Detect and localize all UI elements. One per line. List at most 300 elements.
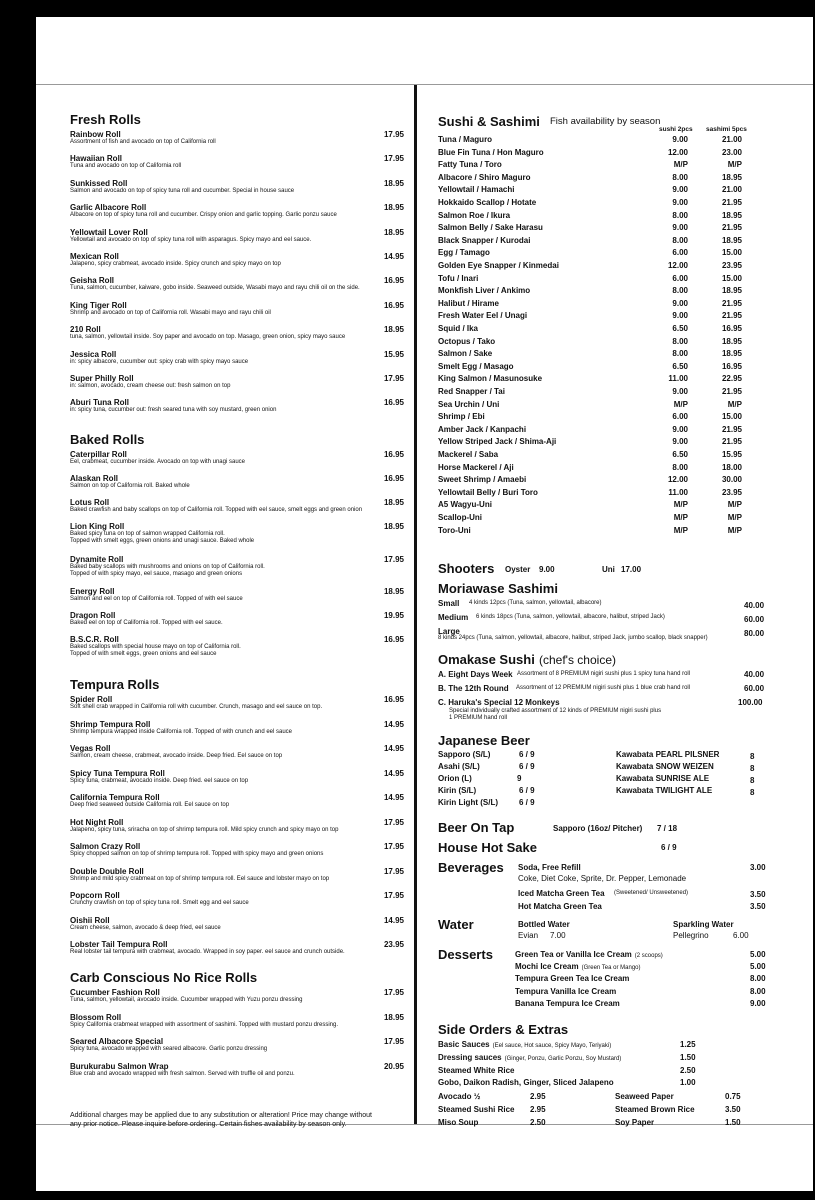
item-price: 17.95 bbox=[383, 817, 404, 827]
iced-matcha-note: (Sweetened/ Unsweetened) bbox=[614, 890, 689, 896]
item-description: Spicy California crabmeat wrapped with assortment of sashimi. Topped with mustard ponzu dressing. bbox=[70, 1021, 339, 1028]
sushi-price: 6.00 bbox=[672, 273, 688, 283]
item-name: Shrimp Tempura Roll bbox=[70, 719, 151, 729]
item-name: Vegas Roll bbox=[70, 744, 111, 753]
item-name: Rainbow Roll bbox=[70, 130, 121, 139]
item-price: 20.95 bbox=[383, 1061, 404, 1071]
item-name: Hot Night Roll bbox=[70, 817, 124, 827]
item-description: Albacore on top of spicy tuna roll and cucumber. Crispy onion and garlic topping. Garlic ponzu sauce bbox=[70, 212, 337, 219]
sashimi-price: M/P bbox=[727, 160, 742, 170]
sushi-price: 6.50 bbox=[672, 450, 688, 459]
menu-item bbox=[70, 940, 410, 956]
menu-item bbox=[70, 555, 410, 578]
sushi-row bbox=[438, 211, 774, 224]
tempura_rolls-heading: Tempura Rolls bbox=[70, 677, 160, 692]
item-price: 14.95 bbox=[383, 793, 404, 802]
item-price: 18.95 bbox=[383, 1012, 404, 1022]
item-description: in: spicy tuna, cucumber out: fresh seared tuna with soy mustard, green onion bbox=[70, 407, 277, 414]
menu-item bbox=[70, 374, 410, 390]
side-name: Soy Paper bbox=[615, 1118, 655, 1127]
side-price: 2.50 bbox=[530, 1118, 546, 1127]
beer-tap-price: 7 / 18 bbox=[657, 824, 678, 833]
item-name: Lobster Tail Tempura Roll bbox=[70, 940, 168, 949]
moriawase-size: Small bbox=[438, 599, 460, 608]
sashimi-price: 22.95 bbox=[721, 374, 742, 384]
moriawase-price: 80.00 bbox=[744, 629, 765, 638]
omakase-name: C. Haruka's Special 12 Monkeys bbox=[438, 698, 560, 707]
side-price: 1.50 bbox=[680, 1052, 696, 1062]
omakase-subheading: (chef's choice) bbox=[539, 653, 616, 667]
item-name: 210 Roll bbox=[70, 325, 101, 335]
beer-name: Kawabata TWILIGHT ALE bbox=[616, 786, 713, 795]
item-description: Topped of with smelt eggs, green onions and eel sauce bbox=[70, 651, 217, 657]
sushi-col-header: sushi 2pcs bbox=[659, 126, 693, 133]
fish-name: Scallop-Uni bbox=[438, 513, 483, 522]
beer-price: 6 / 9 bbox=[519, 762, 535, 771]
item-price: 16.95 bbox=[383, 398, 404, 408]
item-description: tuna, salmon, yellowtail inside. Soy paper and avocado on top. Masago, green onion, spicy mayo sauce bbox=[70, 334, 346, 341]
beer-name: Kawabata SUNRISE ALE bbox=[616, 774, 710, 783]
side-note: (Eel sauce, Hot sauce, Spicy Mayo, Teriyaki) bbox=[492, 1043, 612, 1049]
item-price: 18.95 bbox=[383, 178, 404, 188]
menu-item bbox=[70, 398, 410, 414]
dessert-note: (Green Tea or Mango) bbox=[581, 965, 641, 972]
sushi-row bbox=[438, 248, 774, 261]
uni-price: 17.00 bbox=[621, 565, 642, 574]
side-name: Dressing sauces (Ginger, Ponzu, Garlic Ponzu, Soy Mustard) bbox=[438, 1052, 622, 1062]
sushi-price: 8.00 bbox=[672, 286, 688, 296]
menu-item bbox=[70, 179, 410, 195]
menu-item bbox=[70, 203, 410, 219]
item-description: Shrimp and mild spicy crabmeat on top of shrimp tempura roll. Eel sauce and lobster mayo on top bbox=[70, 875, 330, 882]
sashimi-price: 15.00 bbox=[721, 412, 742, 422]
item-name: Popcorn Roll bbox=[70, 891, 120, 900]
item-price: 17.95 bbox=[383, 130, 404, 139]
menu-item bbox=[70, 1037, 410, 1053]
sashimi-price: 21.95 bbox=[721, 311, 742, 321]
fish-name: Mackerel / Saba bbox=[438, 450, 499, 459]
dessert-name: Tempura Vanilla Ice Cream bbox=[515, 986, 617, 996]
item-name: Sunkissed Roll bbox=[70, 178, 128, 188]
item-name: Spicy Tuna Tempura Roll bbox=[70, 768, 165, 778]
sushi-row bbox=[438, 437, 774, 450]
carb_rolls-heading: Carb Conscious No Rice Rolls bbox=[70, 970, 258, 985]
side-price: 2.50 bbox=[680, 1065, 696, 1075]
menu-item bbox=[70, 228, 410, 244]
fish-name: Amber Jack / Kanpachi bbox=[438, 424, 527, 434]
item-name: Cucumber Fashion Roll bbox=[70, 988, 160, 997]
omakase-heading: Omakase Sushi bbox=[438, 652, 535, 667]
evian-price: 7.00 bbox=[550, 931, 566, 940]
beer-price: 6 / 9 bbox=[519, 750, 535, 759]
side-name: Basic Sauces (Eel sauce, Hot sauce, Spicy Mayo, Teriyaki) bbox=[438, 1040, 612, 1049]
sushi-price: 9.00 bbox=[672, 387, 688, 396]
fish-name: Yellowtail Belly / Buri Toro bbox=[438, 487, 538, 497]
sushi-row bbox=[438, 362, 774, 375]
menu-item bbox=[70, 769, 410, 785]
sashimi-price: 18.95 bbox=[721, 349, 742, 359]
sashimi-price: 21.95 bbox=[721, 387, 742, 396]
sushi-price: 12.00 bbox=[667, 147, 688, 157]
footnote bbox=[70, 1112, 415, 1129]
item-price: 16.95 bbox=[383, 635, 404, 644]
sushi-price: 8.00 bbox=[672, 336, 688, 346]
item-description: Tuna, salmon, cucumber, kaiware, gobo inside. Seaweed outside, Wasabi mayo and rayu chili oil on the side. bbox=[70, 285, 360, 292]
sushi-price: M/P bbox=[673, 500, 688, 510]
item-description: Spicy tuna, avocado wrapped with seared albacore. Garlic ponzu dressing bbox=[70, 1046, 268, 1052]
hot-matcha-name: Hot Matcha Green Tea bbox=[518, 902, 602, 911]
beer-price: 6 / 9 bbox=[519, 798, 535, 807]
fish-name: Golden Eye Snapper / Kinmedai bbox=[438, 261, 559, 270]
item-description: Baked crawfish and baby scallops on top of California roll. Topped with eel sauce, smelt eggs and green onion bbox=[70, 507, 363, 513]
item-price: 17.95 bbox=[383, 988, 404, 997]
item-name: Double Double Roll bbox=[70, 866, 144, 876]
sushi-price: 9.00 bbox=[672, 135, 688, 144]
item-name: Hawaiian Roll bbox=[70, 154, 123, 164]
moriawase-size: Medium bbox=[438, 613, 469, 622]
item-price: 16.95 bbox=[383, 276, 404, 286]
sashimi-price: 23.95 bbox=[721, 261, 742, 270]
soda-name: Soda, Free Refill bbox=[518, 863, 581, 872]
fresh_rolls-heading: Fresh Rolls bbox=[70, 112, 141, 127]
menu-item bbox=[70, 522, 410, 545]
item-price: 17.95 bbox=[383, 1037, 404, 1046]
sushi-price: 9.00 bbox=[672, 185, 688, 195]
menu-item bbox=[70, 1013, 410, 1029]
sushi-price: 9.00 bbox=[672, 198, 688, 207]
sushi-price: M/P bbox=[673, 160, 688, 170]
sushi-price: 6.50 bbox=[672, 361, 688, 371]
fish-name: Black Snapper / Kurodai bbox=[438, 235, 531, 245]
item-price: 17.95 bbox=[383, 842, 404, 851]
menu-item bbox=[70, 695, 410, 711]
fish-name: Fatty Tuna / Toro bbox=[438, 160, 502, 170]
item-description: Blue crab and avocado wrapped with fresh salmon. Served with truffle oil and ponzu. bbox=[70, 1070, 295, 1077]
sushi-row bbox=[438, 488, 774, 501]
sushi-row bbox=[438, 148, 774, 161]
item-name: Salmon Crazy Roll bbox=[70, 842, 141, 851]
top-divider bbox=[36, 84, 813, 85]
item-description: Eel, crabmeat, cucumber inside. Avocado on top with unagi sauce bbox=[70, 459, 245, 465]
item-description: Assortment of fish and avocado on top of California roll bbox=[70, 139, 216, 145]
fish-name: King Salmon / Masunosuke bbox=[438, 374, 543, 384]
beer-price: 6 / 9 bbox=[519, 786, 535, 795]
sushi-price: 8.00 bbox=[672, 235, 688, 245]
sashimi-price: 21.95 bbox=[721, 298, 742, 308]
omakase-name: B. The 12th Round bbox=[438, 684, 509, 693]
item-name: Garlic Albacore Roll bbox=[70, 203, 147, 213]
carb_rolls-section bbox=[70, 970, 410, 1077]
sushi-row bbox=[438, 223, 774, 236]
item-description: Salmon on top of California roll. Baked whole bbox=[70, 483, 190, 489]
soda-price: 3.00 bbox=[750, 863, 766, 872]
sashimi-price: 21.00 bbox=[721, 185, 742, 195]
sashimi-price: 18.95 bbox=[721, 172, 742, 182]
item-description: Shrimp tempura wrapped inside California roll. Topped of with crunch and eel sauce bbox=[70, 728, 293, 735]
footnote-line: Additional charges may be applied due to any substitution or alteration! Price may change without bbox=[70, 1112, 372, 1119]
fish-name: A5 Wagyu-Uni bbox=[438, 500, 492, 510]
sushi-price: 9.00 bbox=[672, 223, 688, 233]
sushi-price: 6.00 bbox=[672, 412, 688, 422]
item-name: King Tiger Roll bbox=[70, 300, 127, 310]
item-description: in: salmon, avocado, cream cheese out: fresh salmon on top bbox=[70, 383, 231, 389]
item-name: Dynamite Roll bbox=[70, 554, 124, 564]
dessert-name: Tempura Green Tea Ice Cream bbox=[515, 974, 630, 984]
item-price: 17.95 bbox=[383, 374, 404, 383]
sashimi-price: 18.95 bbox=[721, 235, 742, 245]
sushi-price: 9.00 bbox=[672, 311, 688, 321]
omakase-price: 60.00 bbox=[744, 684, 765, 693]
item-description: Tuna, salmon, yellowtail, avocado inside. Cucumber wrapped with Yuzu ponzu dressing bbox=[70, 997, 303, 1003]
dessert-price: 8.00 bbox=[750, 974, 766, 984]
sushi-price: 12.00 bbox=[667, 475, 688, 485]
item-description: Yellowtail and avocado on top of spicy tuna roll with asparagus. Spicy mayo and eel sauce. bbox=[70, 236, 312, 243]
sushi-row bbox=[438, 311, 774, 324]
beer-name: Kawabata PEARL PILSNER bbox=[616, 750, 720, 759]
moriawase-price: 40.00 bbox=[744, 601, 765, 610]
side-price: 1.25 bbox=[680, 1040, 696, 1049]
item-price: 18.95 bbox=[383, 203, 404, 213]
sushi-row bbox=[438, 374, 774, 387]
omakase-desc: Special individually crafted assortment of 12 kinds of PREMIUM nigiri sushi plus bbox=[449, 708, 662, 714]
side-name: Steamed White Rice bbox=[438, 1065, 515, 1075]
dessert-name: Banana Tempura Ice Cream bbox=[515, 998, 620, 1008]
sashimi-col-header: sashimi 5pcs bbox=[706, 126, 747, 133]
item-description: Baked spicy tuna on top of salmon wrapped California roll. bbox=[70, 531, 225, 537]
sushi-row bbox=[438, 160, 774, 173]
sushi-price: 11.00 bbox=[668, 487, 688, 497]
moriawase-price: 60.00 bbox=[744, 615, 765, 624]
fish-name: Tuna / Maguro bbox=[438, 135, 493, 144]
omakase-desc: Assortment of 8 PREMIUM nigiri sushi plus 1 spicy tuna hand roll bbox=[517, 671, 691, 677]
moriawase-heading: Moriawase Sashimi bbox=[438, 581, 558, 596]
side-price: 2.95 bbox=[530, 1092, 546, 1101]
sashimi-price: 21.95 bbox=[721, 223, 742, 233]
sushi-row bbox=[438, 425, 774, 438]
sides-heading: Side Orders & Extras bbox=[438, 1022, 569, 1037]
menu-item bbox=[70, 793, 410, 809]
menu-item bbox=[70, 720, 410, 736]
evian-label: Evian bbox=[518, 931, 539, 940]
omakase-desc: 1 PREMIUM hand roll bbox=[449, 715, 508, 721]
sashimi-price: 15.00 bbox=[721, 273, 742, 283]
beverages-heading: Beverages bbox=[438, 860, 504, 875]
menu-item bbox=[70, 301, 410, 317]
menu-item bbox=[70, 842, 410, 858]
sushi-row bbox=[438, 349, 774, 362]
dessert-price: 9.00 bbox=[750, 998, 766, 1008]
item-name: Blossom Roll bbox=[70, 1012, 122, 1022]
sashimi-price: M/P bbox=[727, 513, 742, 522]
beer-name: Kirin Light (S/L) bbox=[438, 798, 498, 807]
item-price: 16.95 bbox=[383, 695, 404, 704]
sushi-row bbox=[438, 286, 774, 299]
item-description: Baked scallops with special house mayo on top of California roll. bbox=[70, 644, 241, 650]
sushi-row bbox=[438, 400, 774, 413]
beer-name: Orion (L) bbox=[438, 774, 472, 783]
sashimi-price: 18.95 bbox=[721, 336, 742, 346]
fish-name: Sea Urchin / Uni bbox=[438, 399, 500, 409]
item-price: 18.95 bbox=[383, 587, 404, 596]
side-name: Miso Soup bbox=[438, 1118, 479, 1127]
sushi-row bbox=[438, 236, 774, 249]
sashimi-price: 16.95 bbox=[721, 361, 742, 371]
shooters-heading: Shooters bbox=[438, 561, 495, 576]
sashimi-price: 18.95 bbox=[721, 286, 742, 296]
sushi-row bbox=[438, 135, 774, 148]
side-price: 1.00 bbox=[680, 1078, 696, 1088]
beer-name: Asahi (S/L) bbox=[438, 762, 480, 771]
item-price: 17.95 bbox=[383, 891, 404, 900]
beer-name: Kirin (S/L) bbox=[438, 786, 477, 795]
beer-price: 8 bbox=[750, 788, 755, 797]
side-price: 1.50 bbox=[725, 1118, 741, 1127]
item-description: Tuna and avocado on top of California roll bbox=[70, 163, 182, 170]
uni-label: Uni bbox=[602, 565, 615, 574]
menu-item bbox=[70, 988, 410, 1004]
fish-name: Horse Mackerel / Aji bbox=[438, 462, 514, 472]
fish-name: Squid / Ika bbox=[438, 324, 479, 333]
menu-item bbox=[70, 744, 410, 760]
sashimi-price: M/P bbox=[727, 500, 742, 510]
item-price: 17.95 bbox=[383, 154, 404, 164]
sushi-price: 6.50 bbox=[672, 324, 688, 333]
item-description: Salmon and eel on top of California roll. Topped of with eel sauce bbox=[70, 596, 243, 602]
fish-name: Toro-Uni bbox=[438, 525, 471, 535]
sashimi-price: 15.95 bbox=[721, 450, 742, 459]
iced-matcha-name: Iced Matcha Green Tea bbox=[518, 889, 605, 898]
item-price: 19.95 bbox=[383, 611, 404, 620]
sushi-price: 6.00 bbox=[672, 248, 688, 258]
moriawase-desc: 6 kinds 18pcs (Tuna, salmon, yellowtail, albacore, halibut, striped Jack) bbox=[476, 614, 665, 620]
item-name: California Tempura Roll bbox=[70, 793, 160, 802]
fish-name: Red Snapper / Tai bbox=[438, 387, 505, 396]
hot-sake-heading: House Hot Sake bbox=[438, 840, 537, 855]
item-name: Seared Albacore Special bbox=[70, 1037, 164, 1046]
sashimi-price: 23.95 bbox=[721, 487, 742, 497]
sushi-row bbox=[438, 387, 774, 400]
sushi-row bbox=[438, 198, 774, 211]
sashimi-price: 21.95 bbox=[721, 424, 742, 434]
sashimi-price: 30.00 bbox=[721, 475, 742, 485]
omakase-price: 100.00 bbox=[738, 698, 763, 707]
item-price: 18.95 bbox=[383, 522, 404, 531]
item-price: 14.95 bbox=[383, 744, 404, 753]
fish-name: Sweet Shrimp / Amaebi bbox=[438, 475, 527, 485]
fish-name: Tofu / Inari bbox=[438, 273, 479, 283]
oyster-label: Oyster bbox=[505, 565, 531, 574]
soda-list: Coke, Diet Coke, Sprite, Dr. Pepper, Lemonade bbox=[518, 874, 687, 883]
hot-sake-price: 6 / 9 bbox=[661, 843, 677, 852]
menu-item bbox=[70, 916, 410, 932]
side-name: Seaweed Paper bbox=[615, 1092, 674, 1101]
iced-matcha-price: 3.50 bbox=[750, 890, 766, 899]
sushi-row bbox=[438, 261, 774, 274]
hot-matcha-price: 3.50 bbox=[750, 902, 766, 911]
sushi-price: 9.00 bbox=[672, 437, 688, 447]
item-description: Jalapeno, spicy tuna, sriracha on top of shrimp tempura roll. Mild spicy crunch and spicy mayo on top bbox=[70, 826, 339, 833]
omakase-name: A. Eight Days Week bbox=[438, 670, 513, 679]
moriawase-size: Large bbox=[438, 627, 460, 636]
baked_rolls-section bbox=[70, 432, 410, 657]
item-price: 17.95 bbox=[383, 866, 404, 876]
menu-item bbox=[70, 611, 410, 627]
beer-name: Kawabata SNOW WEIZEN bbox=[616, 762, 714, 771]
sushi-row bbox=[438, 173, 774, 186]
item-name: Yellowtail Lover Roll bbox=[70, 227, 148, 237]
sashimi-price: 18.00 bbox=[721, 462, 742, 472]
fish-name: Salmon Belly / Sake Harasu bbox=[438, 223, 543, 233]
fish-name: Yellowtail / Hamachi bbox=[438, 185, 515, 195]
fish-name: Hokkaido Scallop / Hotate bbox=[438, 198, 537, 207]
item-price: 18.95 bbox=[383, 325, 404, 335]
sashimi-price: 21.95 bbox=[721, 437, 742, 447]
beer-price: 8 bbox=[750, 764, 755, 773]
sashimi-price: M/P bbox=[727, 525, 742, 535]
item-description: Spicy chopped salmon on top of shrimp tempura roll. Topped with spicy mayo and green onions bbox=[70, 851, 324, 857]
sushi-price: 11.00 bbox=[668, 374, 688, 384]
menu-item bbox=[70, 635, 410, 658]
item-name: Alaskan Roll bbox=[70, 474, 119, 483]
side-price: 3.50 bbox=[725, 1105, 741, 1114]
sushi-row bbox=[438, 526, 774, 539]
sparkling-water: Sparkling Water bbox=[673, 920, 734, 929]
sushi-row bbox=[438, 299, 774, 312]
water-heading: Water bbox=[438, 917, 474, 932]
sushi-price: M/P bbox=[673, 399, 688, 409]
fish-name: Salmon Roe / Ikura bbox=[438, 210, 511, 220]
menu-item bbox=[70, 450, 410, 466]
menu-item bbox=[70, 350, 410, 366]
item-price: 18.95 bbox=[383, 227, 404, 237]
item-price: 14.95 bbox=[383, 719, 404, 729]
menu-item bbox=[70, 154, 410, 170]
fish-name: Albacore / Shiro Maguro bbox=[438, 172, 531, 182]
sushi-price: M/P bbox=[673, 513, 688, 522]
item-name: Energy Roll bbox=[70, 587, 115, 596]
sushi-row bbox=[438, 185, 774, 198]
sushi-price: 12.00 bbox=[667, 261, 688, 270]
item-price: 16.95 bbox=[383, 474, 404, 483]
item-description: Salmon, cream cheese, crabmeat, avocado inside. Deep fried. Eel sauce on top bbox=[70, 753, 283, 759]
item-price: 14.95 bbox=[383, 915, 404, 925]
menu-item bbox=[70, 1062, 410, 1078]
item-name: Lion King Roll bbox=[70, 522, 125, 531]
item-price: 14.95 bbox=[383, 252, 404, 261]
fish-name: Smelt Egg / Masago bbox=[438, 361, 514, 371]
menu-item bbox=[70, 498, 410, 514]
item-name: Burukurabu Salmon Wrap bbox=[70, 1061, 169, 1071]
sushi-heading: Sushi & Sashimi bbox=[438, 114, 540, 129]
beer-heading: Japanese Beer bbox=[438, 733, 530, 748]
item-name: Jessica Roll bbox=[70, 349, 117, 359]
beer-price: 9 bbox=[517, 774, 522, 783]
bottled-water: Bottled Water bbox=[518, 920, 570, 929]
pellegrino-price: 6.00 bbox=[733, 931, 749, 940]
omakase-price: 40.00 bbox=[744, 670, 765, 679]
item-description: Soft shell crab wrapped in California roll with cucumber. Crunch, masago and eel sauce on top. bbox=[70, 704, 323, 710]
item-description: Shrimp and avocado on top of California roll. Wasabi mayo and rayu chili oil bbox=[70, 309, 271, 316]
item-name: Dragon Roll bbox=[70, 611, 116, 620]
sushi-price: 9.00 bbox=[672, 298, 688, 308]
item-description: Baked eel on top of California roll. Topped with eel sauce. bbox=[70, 620, 223, 626]
side-name: Avocado ½ bbox=[438, 1092, 481, 1101]
item-description: Jalapeno, spicy crabmeat, avocado inside. Spicy crunch and spicy mayo on top bbox=[70, 261, 281, 267]
item-price: 15.95 bbox=[383, 349, 404, 359]
beer-tap-desc: Sapporo (16oz/ Pitcher) bbox=[553, 824, 643, 833]
item-price: 17.95 bbox=[383, 554, 404, 564]
item-description: Cream cheese, salmon, avocado & deep fried, eel sauce bbox=[70, 924, 221, 931]
